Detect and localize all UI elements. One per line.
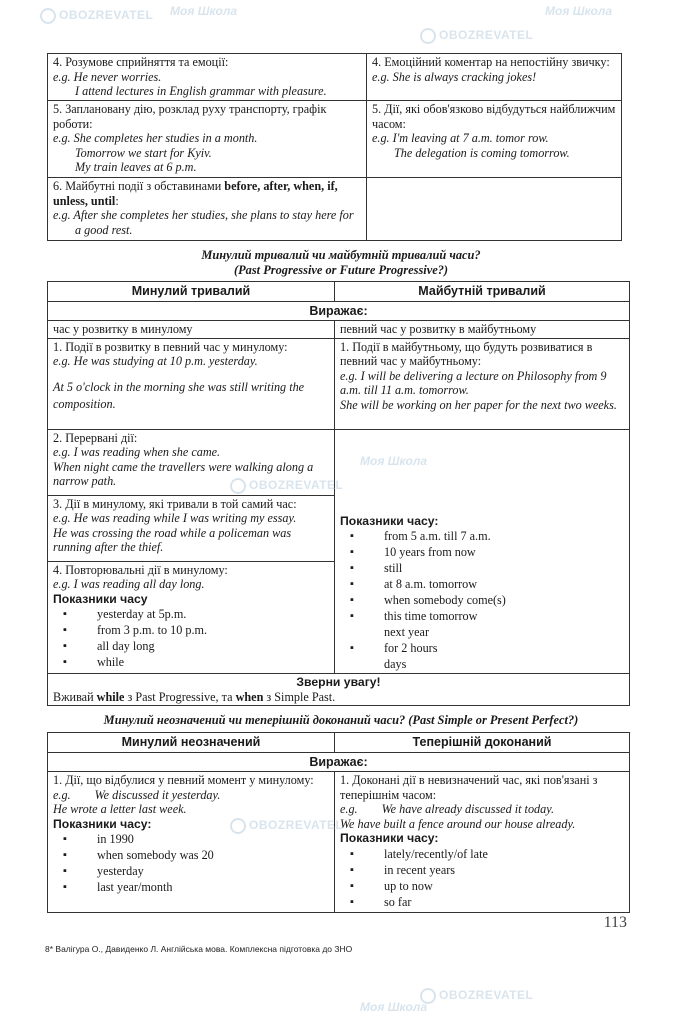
list-item: ▪ all day long <box>53 638 329 654</box>
example: e.g. I was reading all day long. <box>53 577 205 592</box>
section-title-progressive <box>0 248 682 278</box>
example-text: We discussed it yesterday. <box>94 787 221 802</box>
example: e.g. He was studying at 10 p.m. yesterday. <box>53 354 258 368</box>
watermark-logo-icon <box>40 8 56 24</box>
table-cell <box>48 178 367 241</box>
watermark-logo-icon <box>420 988 436 1004</box>
table-cell <box>48 772 335 913</box>
simple-perfect-table <box>47 732 630 913</box>
example: e.g. After she completes her studies, she plans to stay here for <box>53 208 354 222</box>
example: e.g. She completes her studies in a month. <box>53 131 258 145</box>
example: At 5 o'clock in the morning she was still writing the composition. <box>53 379 305 411</box>
expresses-label: Виражає: <box>48 752 630 772</box>
list-item: ▪ yesterday <box>53 863 329 879</box>
footer-citation: 8* Валігура О., Давиденко Л. Англійська мова. Комплексна підготовка до ЗНО <box>45 944 353 954</box>
example: Tomorrow we start for Kyiv. <box>75 145 212 160</box>
note-text: з Simple Past. <box>263 689 336 704</box>
rule-title: 1. Події в майбутньому, що будуть розвиватися в певний час у майбутньому: <box>340 339 593 368</box>
table-row <box>48 772 630 913</box>
list-item: ▪ for 2 hours <box>340 640 624 656</box>
list-item: ▪ 10 years from now <box>340 544 624 560</box>
list-item: ▪ when somebody come(s) <box>340 592 624 608</box>
table-cell <box>48 429 335 495</box>
note-cell <box>48 674 630 706</box>
watermark <box>420 28 533 44</box>
table-header-row <box>48 282 630 302</box>
example-text: We have already discussed it today. <box>381 802 555 816</box>
list-item: ▪ last year/month <box>53 879 329 895</box>
rule-title: 5. Заплановану дію, розклад руху транспорту, графік роботи: <box>53 102 327 131</box>
rule-title: 2. Перервані дії: <box>53 430 138 445</box>
list-item: ▪ from 5 a.m. till 7 a.m. <box>340 528 624 544</box>
note-keyword: when <box>235 689 264 704</box>
table-row <box>48 752 630 772</box>
rule-title: 5. Дії, які обов'язково відбудуться найближчим часом: <box>372 102 616 131</box>
section-title-past-simple: Минулий неозначений чи теперішній доконаний часи? (Past Simple or Present Perfect?) <box>103 713 579 727</box>
table-row <box>48 338 630 429</box>
rule-title: 4. Повторювальні дії в минулому: <box>53 562 228 577</box>
watermark <box>170 4 237 18</box>
conjunctions: before, after, when, if, unless, until <box>53 179 338 208</box>
example: e.g. He was reading while I was writing my essay. <box>53 511 297 526</box>
table-row <box>48 429 630 495</box>
watermark-text: Моя Школа <box>545 4 613 18</box>
table-cell <box>335 338 630 429</box>
page-number: 113 <box>603 914 627 931</box>
watermark <box>545 4 612 18</box>
watermark-text: OBOZREVATEL <box>439 988 534 1003</box>
watermark <box>360 1000 427 1014</box>
table-cell <box>367 101 622 178</box>
list-item: ▪ from 3 p.m. to 10 p.m. <box>53 622 329 638</box>
example: He wrote a letter last week. <box>53 802 187 816</box>
watermark-text: OBOZREVATEL <box>439 28 534 43</box>
example: a good rest. <box>75 222 133 237</box>
table-row <box>48 54 622 101</box>
time-markers-list <box>53 606 329 670</box>
example: e.g. I will be delivering a lecture on Philosophy from 9 a.m. till 11 a.m. tomorrow. <box>340 368 607 397</box>
time-markers-label: Показники часу: <box>53 816 152 831</box>
present-tenses-table <box>47 53 622 241</box>
table-cell <box>48 495 335 561</box>
example: When night came the travellers were walking along a narrow path. <box>53 459 314 488</box>
rule-title: 1. Дії, що відбулися у певний момент у минулому: <box>53 773 314 787</box>
column-header: Минулий неозначений <box>48 733 335 753</box>
time-markers-label: Показники часу <box>53 591 148 606</box>
table-cell: час у розвитку в минулому <box>48 321 335 339</box>
time-markers-label: Показники часу: <box>340 513 439 528</box>
watermark-text: OBOZREVATEL <box>59 8 154 23</box>
table-header-row <box>48 733 630 753</box>
list-item: ▪ when somebody was 20 <box>53 847 329 863</box>
eg-label: e.g. <box>53 787 71 802</box>
attention-label: Зверни увагу! <box>296 675 381 689</box>
time-markers-label: Показники часу: <box>340 831 439 845</box>
table-row <box>48 674 630 706</box>
list-item: ▪ in 1990 <box>53 831 329 847</box>
note-keyword: while <box>96 689 125 704</box>
column-header: Теперішній доконаний <box>335 733 630 753</box>
progressive-tenses-table <box>47 281 630 706</box>
watermark-text: Моя Школа <box>360 454 428 468</box>
table-cell <box>48 561 335 673</box>
watermark <box>40 8 153 24</box>
table-row <box>48 178 622 241</box>
table-cell <box>48 338 335 429</box>
rule-title: 1. Доконані дії в невизначений час, які пов'язані з теперішнім часом: <box>340 773 598 802</box>
watermark-text: OBOZREVATEL <box>249 478 344 493</box>
list-item: ▪ yesterday at 5p.m. <box>53 606 329 622</box>
expresses-label: Виражає: <box>48 301 630 321</box>
table-row <box>48 101 622 178</box>
list-item: ▪ lately/recently/of late <box>340 846 624 862</box>
note-text: Вживай <box>53 689 97 704</box>
example: I attend lectures in English grammar with pleasure. <box>75 84 327 98</box>
example: We have built a fence around our house already. <box>340 816 576 831</box>
list-item: ▪ while <box>53 654 329 670</box>
section-title-line: (Past Progressive or Future Progressive?) <box>233 263 449 277</box>
list-item: ▪ still <box>340 560 624 576</box>
column-header: Майбутній тривалий <box>335 282 630 302</box>
list-item: ▪ so far <box>340 894 624 910</box>
example <box>53 788 329 803</box>
watermark-text: OBOZREVATEL <box>249 818 344 833</box>
example: e.g. I'm leaving at 7 a.m. tomor row. <box>372 131 549 145</box>
example: The delegation is coming tomorrow. <box>394 145 570 160</box>
table-cell <box>335 772 630 913</box>
table-cell <box>48 101 367 178</box>
watermark <box>420 988 533 1004</box>
example: She will be working on her paper for the next two weeks. <box>340 397 617 412</box>
eg-label: e.g. <box>340 802 358 816</box>
list-item: next year <box>384 625 430 639</box>
rule-title: 6. Майбутні події з обставинами <box>53 179 225 193</box>
rule-title: 3. Дії в минулому, які тривали в той самий час: <box>53 496 297 511</box>
table-cell <box>367 178 622 241</box>
rule-title: 4. Емоційний коментар на непостійну звичку: <box>372 55 610 69</box>
example: e.g. I was reading when she came. <box>53 445 221 459</box>
list-item: ▪ in recent years <box>340 862 624 878</box>
table-cell: певний час у розвитку в майбутньому <box>335 321 630 339</box>
watermark-text: Моя Школа <box>170 4 238 18</box>
example: He was crossing the road while a policeman was running after the thief. <box>53 525 292 555</box>
list-item: ▪ up to now <box>340 878 624 894</box>
list-item: ▪ this time tomorrow <box>340 608 624 624</box>
section-title-line: Минулий тривалий чи майбутній тривалий часи? <box>201 248 481 262</box>
table-cell <box>335 429 630 674</box>
colon: : <box>115 193 119 208</box>
watermark-text: Моя Школа <box>360 1000 428 1014</box>
example: e.g. He never worries. <box>53 69 162 84</box>
example: My train leaves at 6 p.m. <box>75 160 197 174</box>
column-header: Минулий тривалий <box>48 282 335 302</box>
time-markers-list <box>340 846 624 910</box>
example <box>340 802 624 817</box>
list-item: ▪ at 8 a.m. tomorrow <box>340 576 624 592</box>
table-row <box>48 301 630 321</box>
watermark-logo-icon <box>420 28 436 44</box>
rule-title: 4. Розумове сприйняття та емоції: <box>53 55 229 69</box>
example: e.g. She is always cracking jokes! <box>372 69 537 84</box>
time-markers-list <box>53 831 329 895</box>
table-row <box>48 321 630 339</box>
list-item: days <box>384 657 407 671</box>
rule-title: 1. Події в розвитку в певний час у минулому: <box>53 339 288 354</box>
note-text: з Past Progressive, та <box>124 689 236 704</box>
table-cell <box>367 54 622 101</box>
table-cell <box>48 54 367 101</box>
time-markers-list <box>340 528 624 672</box>
